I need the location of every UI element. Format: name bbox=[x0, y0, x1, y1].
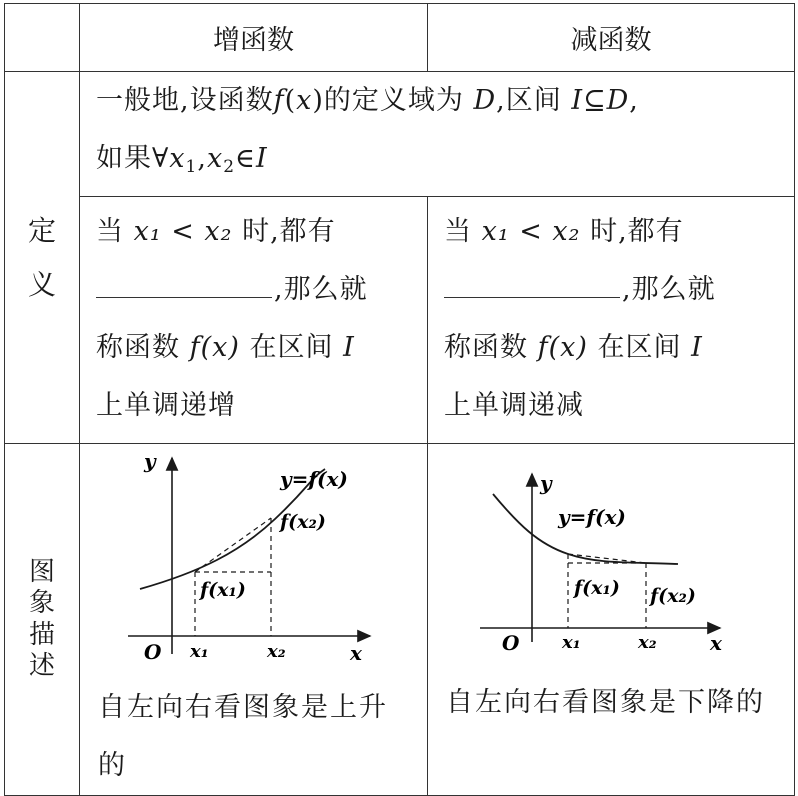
decreasing-condition: x₁ < x₂ bbox=[481, 216, 581, 247]
increasing-condition: x₁ < x₂ bbox=[133, 216, 233, 247]
x-axis-label: x bbox=[710, 631, 722, 655]
fx2-label: f(x₂) bbox=[650, 585, 696, 607]
common-definition-cell bbox=[80, 72, 795, 197]
x2-label: x₂ bbox=[638, 632, 657, 653]
origin-label: O bbox=[144, 640, 162, 664]
decreasing-graph bbox=[428, 444, 793, 674]
fx1-label: f(x₁) bbox=[200, 579, 246, 601]
definition-label: 定义 bbox=[27, 214, 56, 301]
monotonic-function-table bbox=[4, 3, 795, 796]
decreasing-graph-cell bbox=[428, 444, 795, 796]
decreasing-definition-cell bbox=[428, 197, 795, 444]
definition-label-cell bbox=[5, 72, 80, 444]
increasing-graph bbox=[80, 444, 426, 679]
increasing-definition: 当 x₁ < x₂ 时,都有 ,那么就 称函数 f(x) 在区间 I 上单调递增 bbox=[96, 216, 368, 421]
origin-label: O bbox=[502, 631, 520, 655]
description-label-cell bbox=[5, 444, 80, 796]
common-definition bbox=[80, 72, 794, 196]
curve-label: y=f(x) bbox=[280, 467, 348, 491]
increasing-blank[interactable] bbox=[96, 275, 272, 298]
common-line-1: 一般地,设函数f(x)的定义域为 D,区间 I⊆D, bbox=[96, 85, 639, 116]
x1-label: x₁ bbox=[190, 641, 209, 662]
header-decreasing: 减函数 bbox=[428, 4, 795, 72]
description-label: 图象描述 bbox=[28, 557, 55, 681]
y-axis-label: y bbox=[540, 471, 552, 495]
x-axis-label: x bbox=[350, 641, 362, 665]
x2-label: x₂ bbox=[267, 641, 286, 662]
y-axis-label: y bbox=[144, 449, 156, 473]
decreasing-blank[interactable] bbox=[444, 275, 620, 298]
x1-label: x₁ bbox=[562, 632, 581, 653]
decreasing-caption: 自左向右看图象是下降的 bbox=[446, 687, 765, 718]
increasing-graph-cell bbox=[80, 444, 428, 796]
fx1-label: f(x₁) bbox=[574, 577, 620, 599]
fx2-label: f(x₂) bbox=[280, 511, 326, 533]
decreasing-definition: 当 x₁ < x₂ 时,都有 ,那么就 称函数 f(x) 在区间 I 上单调递减 bbox=[444, 216, 716, 421]
corner-cell bbox=[5, 4, 80, 72]
common-line-2: 如果$\forall x_1,x_2\in I$ bbox=[96, 143, 268, 177]
header-increasing: 增函数 bbox=[80, 4, 428, 72]
curve-label: y=f(x) bbox=[558, 505, 626, 529]
increasing-caption: 自左向右看图象是上升的 bbox=[98, 692, 388, 781]
increasing-definition-cell bbox=[80, 197, 428, 444]
